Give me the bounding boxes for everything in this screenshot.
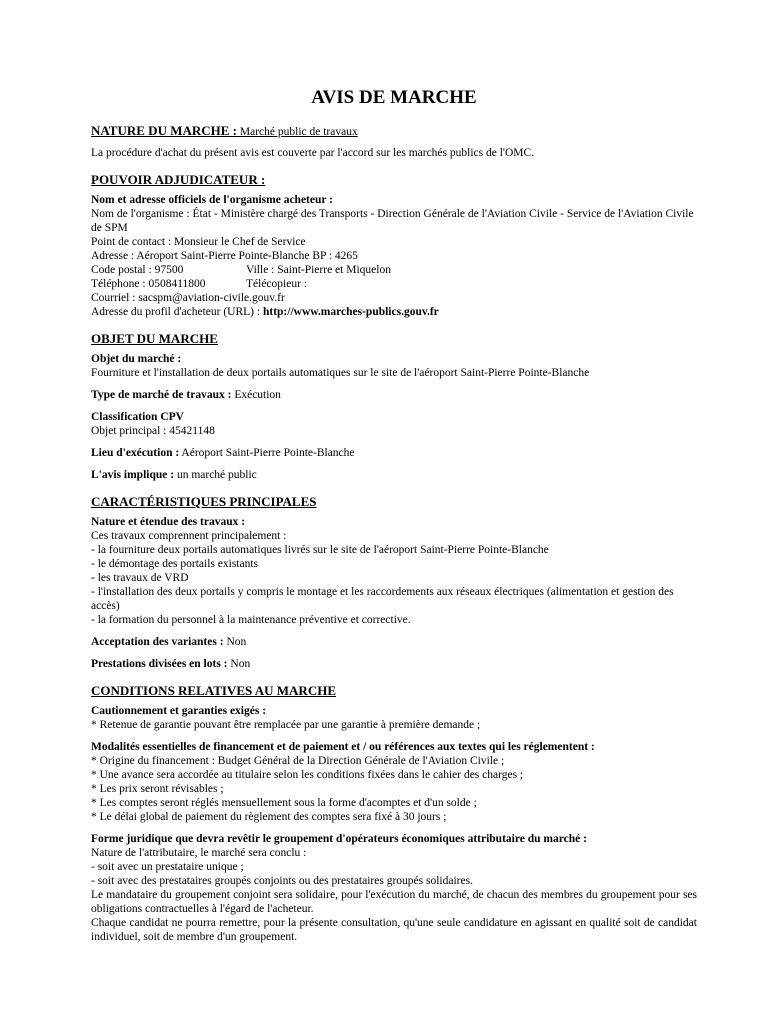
- forme-label: Forme juridique que devra revêtir le groupement d'opérateurs économiques attributaire du marché :: [91, 833, 587, 845]
- travaux-line: - la fourniture deux portails automatiques livrés sur le site de l'aéroport Saint-Pierre Pointe-Blanche: [91, 544, 549, 556]
- avis-label: L'avis implique :: [91, 469, 175, 481]
- section-objet-heading: OBJET DU MARCHE: [91, 331, 218, 346]
- type-row: [91, 388, 697, 402]
- section-pouvoir-heading: POUVOIR ADJUDICATEUR :: [91, 172, 266, 187]
- travaux-line: Ces travaux comprennent principalement :: [91, 530, 287, 542]
- tel-row: [91, 277, 697, 291]
- lots-row: [91, 657, 697, 671]
- cpv-block: [91, 410, 697, 438]
- forme-line: Chaque candidat ne pourra remettre, pour la présente consultation, qu'une seule candidature en agissant en qualité soit de candidat individuel, soit de membre d'un groupement.: [91, 917, 697, 943]
- section-nature-heading: NATURE DU MARCHE :: [91, 123, 238, 138]
- courriel-line: Courriel : sacspm@aviation-civile.gouv.fr: [91, 292, 285, 304]
- nature-travaux-label: Nature et étendue des travaux :: [91, 516, 246, 528]
- caution-label: Cautionnement et garanties exigés :: [91, 705, 267, 717]
- organisme-label: Nom et adresse officiels de l'organisme acheteur :: [91, 194, 333, 206]
- forme-line: - soit avec des prestataires groupés conjoints ou des prestataires groupés solidaires.: [91, 875, 473, 887]
- pouvoir-block: [91, 193, 697, 319]
- page-title: AVIS DE MARCHE: [311, 87, 477, 108]
- variantes-row: [91, 635, 697, 649]
- variantes-label: Acceptation des variantes :: [91, 636, 224, 648]
- travaux-line: - la formation du personnel à la maintenance préventive et corrective.: [91, 614, 411, 626]
- cpv-value: Objet principal : 45421148: [91, 425, 215, 437]
- modalites-label: Modalités essentielles de financement et de paiement et / ou références aux textes qui les réglementent :: [91, 741, 595, 753]
- travaux-line: - le démontage des portails existants: [91, 558, 259, 570]
- telephone: Téléphone : 0508411800: [91, 278, 206, 290]
- avis-value: un marché public: [174, 469, 257, 481]
- section-nature: [91, 123, 697, 140]
- lieu-label: Lieu d'exécution :: [91, 447, 180, 459]
- organisme-line: Nom de l'organisme : État - Ministère chargé des Transports - Direction Générale de l'Aviation Civile - Service de l'Aviation Civile de SPM: [91, 208, 694, 234]
- contact-line: Point de contact : Monsieur le Chef de Service: [91, 236, 306, 248]
- variantes-value: Non: [223, 636, 247, 648]
- postal-code: Code postal : 97500: [91, 264, 184, 276]
- type-label: Type de marché de travaux :: [91, 389, 232, 401]
- objet-value: Fourniture et l'installation de deux portails automatiques sur le site de l'aéroport Saint-Pierre Pointe-Blanche: [91, 367, 590, 379]
- caution-value: * Retenue de garantie pouvant être remplacée par une garantie à première demande ;: [91, 719, 481, 731]
- modalites-line: * Les comptes seront réglés mensuellement sous la forme d'acomptes et d'un solde ;: [91, 797, 477, 809]
- avis-row: [91, 468, 697, 482]
- telecopieur: Télécopieur :: [246, 278, 307, 290]
- forme-line: Le mandataire du groupement conjoint sera solidaire, pour l'exécution du marché, de chacun des membres du groupement pour ses obligations contractuelles à l'égard de l'acheteur.: [91, 889, 697, 915]
- lots-value: Non: [227, 658, 251, 670]
- objet-block: [91, 352, 697, 380]
- lieu-row: [91, 446, 697, 460]
- forme-line: Nature de l'attributaire, le marché sera conclu :: [91, 847, 307, 859]
- caution-block: [91, 704, 697, 732]
- profil-line: [91, 305, 697, 319]
- travaux-line: - l'installation des deux portails y compris le montage et les raccordements aux réseaux électriques (alimentation et gestion des accès): [91, 586, 674, 612]
- nature-value: Marché public de travaux: [237, 126, 358, 138]
- lieu-value: Aéroport Saint-Pierre Pointe-Blanche: [179, 447, 355, 459]
- modalites-block: [91, 740, 697, 824]
- section-conditions-heading: CONDITIONS RELATIVES AU MARCHE: [91, 683, 336, 698]
- profil-label: Adresse du profil d'acheteur (URL) :: [91, 306, 263, 318]
- travaux-line: - les travaux de VRD: [91, 572, 189, 584]
- postal-row: [91, 263, 697, 277]
- document-page: [91, 0, 697, 944]
- profil-url[interactable]: http://www.marches-publics.gouv.fr: [262, 306, 439, 318]
- modalites-line: * Origine du financement : Budget Général de la Direction Générale de l'Aviation Civile ;: [91, 755, 505, 767]
- forme-line: - soit avec un prestataire unique ;: [91, 861, 244, 873]
- omc-text: La procédure d'achat du présent avis est couverte par l'accord sur les marchés publics de l'OMC.: [91, 147, 535, 159]
- adresse-line: Adresse : Aéroport Saint-Pierre Pointe-Blanche BP : 4265: [91, 250, 358, 262]
- modalites-line: * Une avance sera accordée au titulaire selon les conditions fixées dans le cahier des charges ;: [91, 769, 524, 781]
- section-caracteristiques-heading: CARACTÉRISTIQUES PRINCIPALES: [91, 494, 317, 509]
- nature-travaux-block: [91, 515, 697, 627]
- modalites-line: * Les prix seront révisables ;: [91, 783, 224, 795]
- objet-label: Objet du marché :: [91, 353, 182, 365]
- forme-block: [91, 832, 697, 944]
- lots-label: Prestations divisées en lots :: [91, 658, 228, 670]
- cpv-label: Classification CPV: [91, 411, 184, 423]
- type-value: Exécution: [231, 389, 281, 401]
- ville: Ville : Saint-Pierre et Miquelon: [246, 264, 391, 276]
- modalites-line: * Le délai global de paiement du règlement des comptes sera fixé à 30 jours ;: [91, 811, 447, 823]
